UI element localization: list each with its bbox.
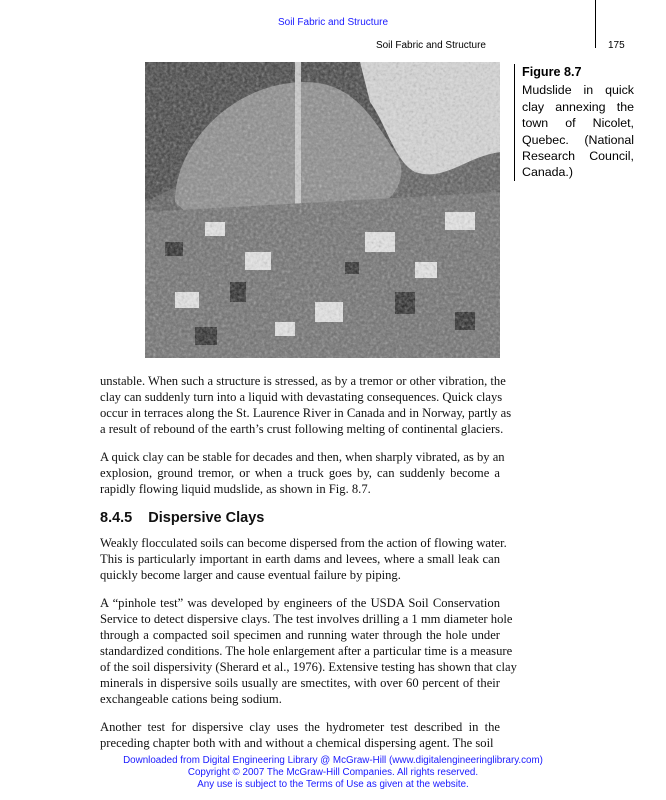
- paragraph: [100, 719, 500, 751]
- top-header-link[interactable]: Soil Fabric and Structure: [277, 17, 389, 28]
- paragraph: [100, 449, 505, 497]
- figure-caption: [514, 64, 634, 181]
- footer-copyright: Copyright © 2007 The McGraw-Hill Companies. All rights reserved.: [187, 767, 479, 778]
- text-line: clay can suddenly turn into a liquid with devastating consequences. Quick clays: [100, 390, 503, 404]
- text-line: standardized conditions. The hole enlargement after a particular time is a measure: [100, 644, 513, 658]
- footer-notice: [0, 755, 666, 791]
- text-line: a result of rebound of the earth’s crust following melting of continental glaciers.: [100, 422, 504, 436]
- figure-caption-text: Mudslide in quick clay annexing the town of Nicolet, Quebec. (National Research Council, Canada.): [522, 83, 634, 180]
- text-line: Another test for dispersive clay uses the hydrometer test described in the: [100, 720, 500, 734]
- paragraphs-after: [100, 535, 517, 751]
- text-line: of the soil dispersivity (Sherard et al., 1976). Extensive testing has shown that clay: [100, 660, 517, 674]
- text-line: A “pinhole test” was developed by engineers of the USDA Soil Conservation: [100, 596, 500, 610]
- body-text: [100, 373, 517, 751]
- text-line: Weakly flocculated soils can become dispersed from the action of flowing water.: [100, 536, 507, 550]
- text-line: exchangeable cations being sodium.: [100, 692, 282, 706]
- text-line: rapidly flowing liquid mudslide, as shown in Fig. 8.7.: [100, 482, 371, 496]
- paragraph: [100, 373, 512, 437]
- text-line: occur in terraces along the St. Laurence River in Canada and in Norway, partly as: [100, 406, 512, 420]
- running-head: Soil Fabric and Structure: [375, 40, 486, 51]
- text-line: preceding chapter both with and without a chemical dispersing agent. The soil: [100, 736, 494, 750]
- paragraphs-before: [100, 373, 512, 497]
- footer-download-link[interactable]: Downloaded from Digital Engineering Library @ McGraw-Hill (www.digitalengineeringlibrary.com): [123, 755, 543, 766]
- figure-title: Figure 8.7: [522, 65, 582, 79]
- text-line: A quick clay can be stable for decades and then, when sharply vibrated, as by an: [100, 450, 505, 464]
- text-line: minerals in dispersive soils usually are smectites, with over 60 percent of their: [100, 676, 500, 690]
- text-line: unstable. When such a structure is stressed, as by a tremor or other vibration, the: [100, 374, 506, 388]
- section-number: 8.4.5: [100, 510, 133, 526]
- footer-terms: Any use is subject to the Terms of Use as given at the website.: [197, 779, 469, 790]
- text-line: explosion, ground tremor, or when a truck goes by, can suddenly become a: [100, 466, 500, 480]
- text-line: through a compacted soil specimen and running water through the hole under: [100, 628, 500, 642]
- paragraph: [100, 535, 507, 583]
- section-heading: [100, 509, 500, 527]
- text-line: This is particularly important in earth dams and levees, where a small leak can: [100, 552, 500, 566]
- text-line: Service to detect dispersive clays. The test involves drilling a 1 mm diameter hole: [100, 612, 513, 626]
- paragraph: [100, 595, 517, 707]
- header-divider: [595, 0, 596, 48]
- figure-photo-mudslide: [145, 62, 500, 358]
- page-number: 175: [608, 40, 625, 51]
- section-title: Dispersive Clays: [148, 510, 265, 526]
- text-line: quickly become larger and cause eventual failure by piping.: [100, 568, 401, 582]
